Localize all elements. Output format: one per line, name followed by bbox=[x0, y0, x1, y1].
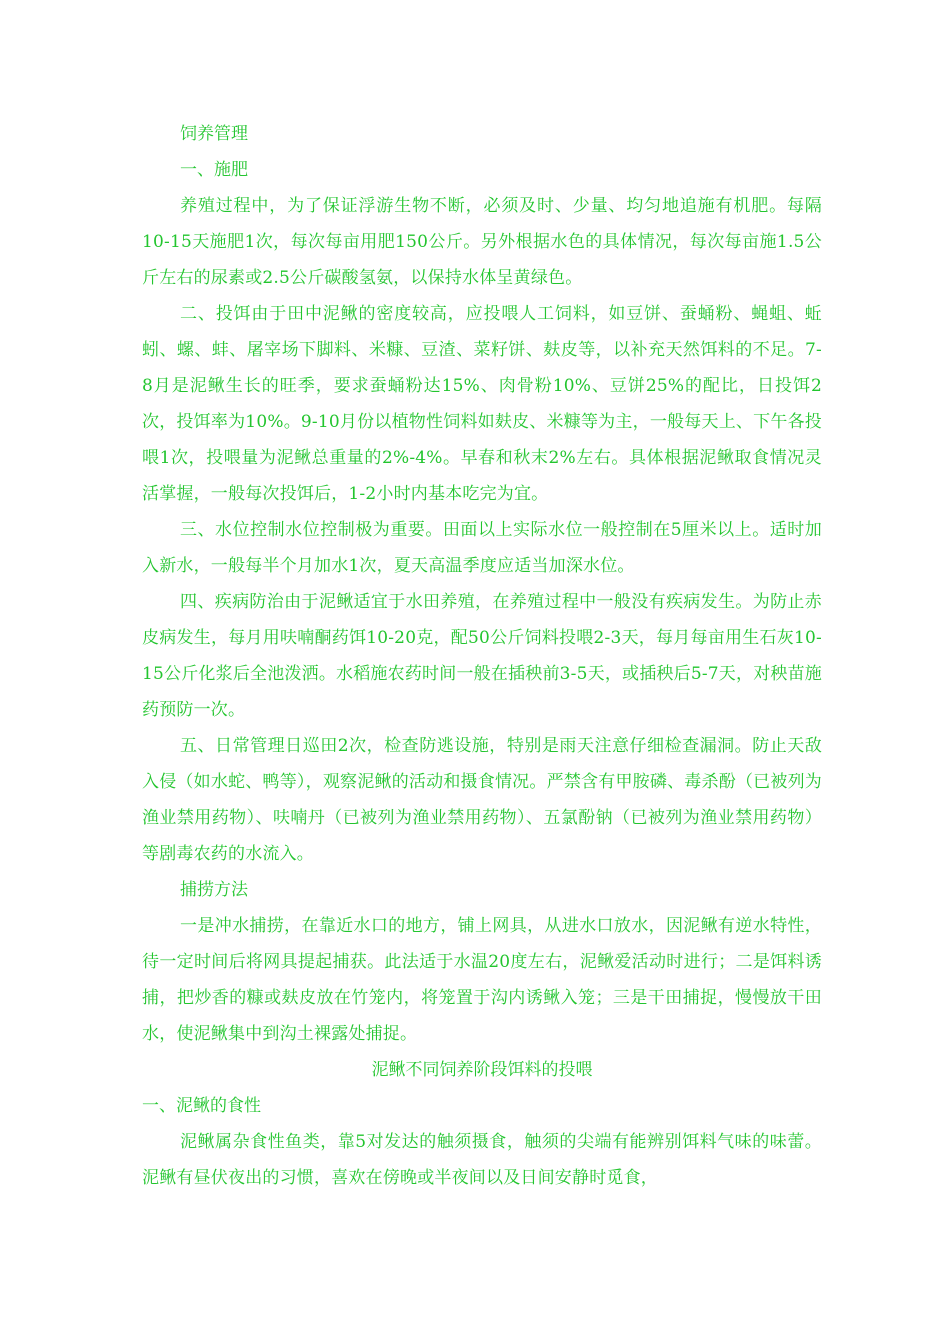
feeding-paragraph: 二、投饵由于田中泥鳅的密度较高，应投喂人工饲料，如豆饼、蚕蛹粉、蝇蛆、蚯蚓、螺、蚌、屠宰场下脚料、米糠、豆渣、菜籽饼、麸皮等，以补充天然饵料的不足。7-8月是泥鳅生长的旺季，要求蚕蛹粉达15%、肉骨粉10%、豆饼25%的配比，日投饵2次，投饵率为10%。9-10月份以植物性饲料如麸皮、米糠等为主，一般每天上、下午各投喂1次，投喂量为泥鳅总重量的2%-4%。早春和秋末2%左右。具体根据泥鳅取食情况灵活掌握，一般每次投饵后，1-2小时内基本吃完为宜。 bbox=[142, 304, 822, 504]
section-title-harvest: 捕捞方法 bbox=[180, 880, 248, 900]
harvest-paragraph: 一是冲水捕捞，在靠近水口的地方，铺上网具，从进水口放水，因泥鳅有逆水特性，待一定时间后将网具提起捕获。此法适于水温20度左右，泥鳅爱活动时进行；二是饵料诱捕，把炒香的糠或麸皮放在竹笼内，将笼置于沟内诱鳅入笼；三是干田捕捉，慢慢放干田水，使泥鳅集中到沟土裸露处捕捉。 bbox=[142, 916, 822, 1044]
food-habit-heading: 一、泥鳅的食性 bbox=[142, 1096, 261, 1116]
section-title-feeding-management: 饲养管理 bbox=[180, 124, 248, 144]
center-title: 泥鳅不同饲养阶段饵料的投喂 bbox=[371, 1060, 593, 1080]
fertilize-heading: 一、施肥 bbox=[180, 160, 248, 180]
fertilize-paragraph: 养殖过程中，为了保证浮游生物不断，必须及时、少量、均匀地追施有机肥。每隔10-15天施肥1次，每次每亩用肥150公斤。另外根据水色的具体情况，每次每亩施1.5公斤左右的尿素或2.5公斤碳酸氢氨，以保持水体呈黄绿色。 bbox=[142, 196, 822, 288]
food-habit-paragraph: 泥鳅属杂食性鱼类，靠5对发达的触须摄食，触须的尖端有能辨别饵料气味的味蕾。泥鳅有昼伏夜出的习惯，喜欢在傍晚或半夜间以及日间安静时觅食， bbox=[142, 1132, 822, 1188]
daily-management-paragraph: 五、日常管理日巡田2次，检查防逃设施，特别是雨天注意仔细检查漏洞。防止天敌入侵（如水蛇、鸭等），观察泥鳅的活动和摄食情况。严禁含有甲胺磷、毒杀酚（已被列为渔业禁用药物）、呋喃丹（已被列为渔业禁用药物）、五氯酚钠（已被列为渔业禁用药物）等剧毒农药的水流入。 bbox=[142, 736, 822, 864]
water-level-paragraph: 三、水位控制水位控制极为重要。田面以上实际水位一般控制在5厘米以上。适时加入新水，一般每半个月加水1次，夏天高温季度应适当加深水位。 bbox=[142, 520, 822, 576]
disease-prevention-paragraph: 四、疾病防治由于泥鳅适宜于水田养殖，在养殖过程中一般没有疾病发生。为防止赤皮病发生，每月用呋喃酮药饵10-20克，配50公斤饲料投喂2-3天，每月每亩用生石灰10-15公斤化浆后全池泼洒。水稻施农药时间一般在插秧前3-5天，或插秧后5-7天，对秧苗施药预防一次。 bbox=[142, 592, 822, 720]
document-page bbox=[142, 116, 822, 1196]
